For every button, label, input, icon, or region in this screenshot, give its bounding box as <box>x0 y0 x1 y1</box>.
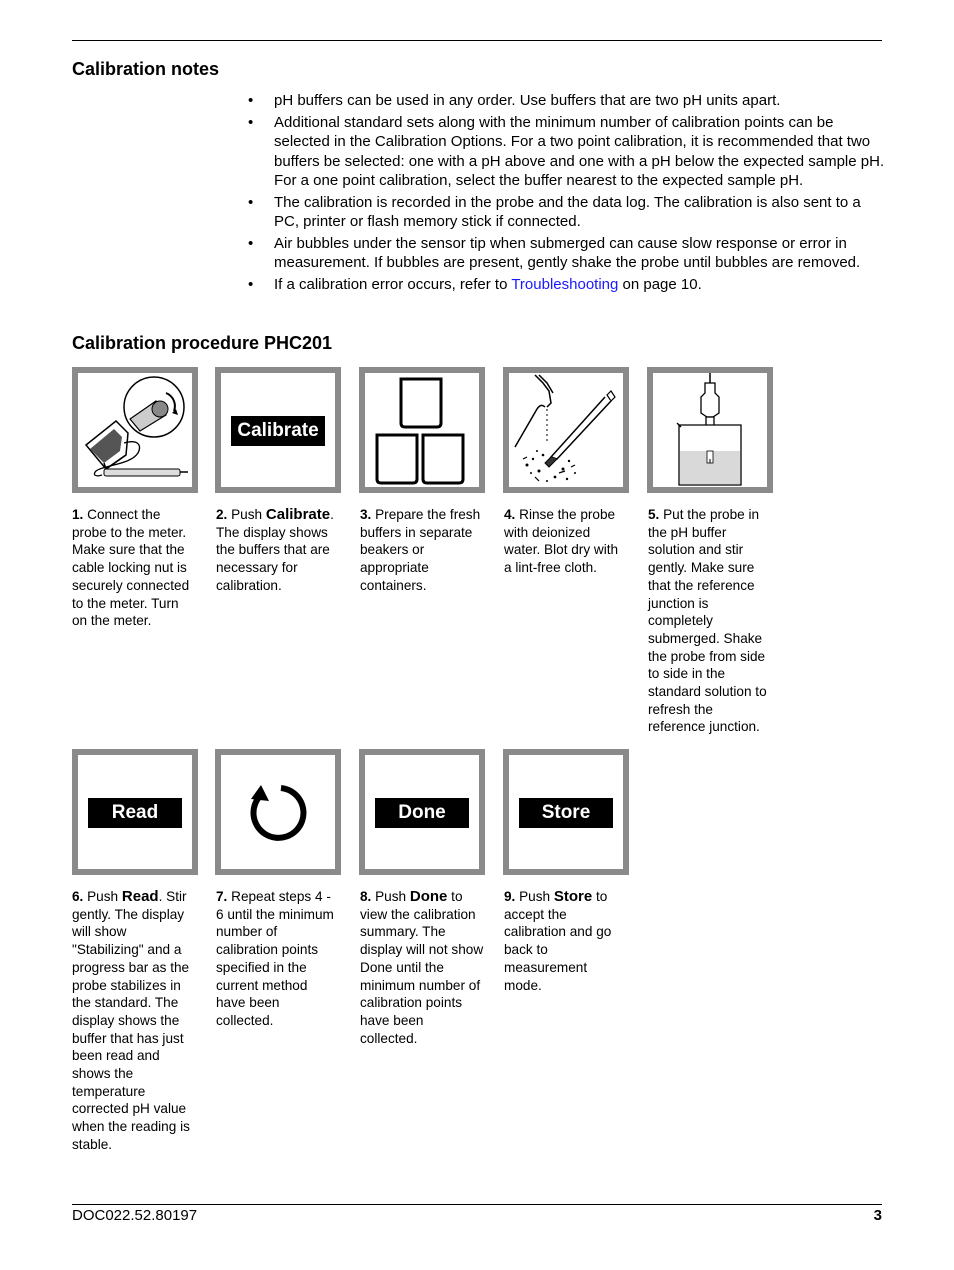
read-key: Read <box>88 798 182 828</box>
beakers-illustration <box>359 367 485 493</box>
step-5: 5. Put the probe in the pH buffer solution and stir gently. Make sure that the reference junction is completely submerged. Shake the probe from side to side in the standard solution to refresh the reference junction. <box>648 507 767 735</box>
calibrate-key: Calibrate <box>231 416 325 446</box>
repeat-illustration <box>215 749 341 875</box>
page-number: 3 <box>873 1207 882 1224</box>
calibrate-key-tile <box>215 367 341 493</box>
list-item: • Air bubbles under the sensor tip when submerged can cause slow response or error in measurement. If bubbles are present, gently shake the probe until bubbles are removed. <box>248 234 861 271</box>
store-key-tile <box>503 749 629 875</box>
done-key: Done <box>375 798 469 828</box>
step-2: 2. Push Calibrate. The display shows the buffers that are necessary for calibration. <box>216 506 334 593</box>
done-key-tile <box>359 749 485 875</box>
doc-number: DOC022.52.80197 <box>72 1207 198 1224</box>
step-6: 6. Push Read. Stir gently. The display will show "Stabilizing" and a progress bar as the probe stabilizes in the standard. The display shows the buffer that has just been read and shows the temperature corrected pH value when the reading is stable. <box>72 888 190 1152</box>
probe-in-buffer-illustration <box>647 367 773 493</box>
list-item: • The calibration is recorded in the probe and the data log. The calibration is also sent to a PC, printer or flash memory stick if connected. <box>248 193 861 230</box>
step-7: 7. Repeat steps 4 - 6 until the minimum number of calibration points specified in the current method have been collected. <box>216 889 334 1028</box>
meter-probe-icon <box>78 373 192 487</box>
step-8: 8. Push Done to view the calibration summary. The display will not show Done until the minimum number of calibration points have been collected. <box>360 888 484 1046</box>
footer-rule <box>72 1204 882 1205</box>
read-key-tile <box>72 749 198 875</box>
notes-list <box>248 91 888 296</box>
beaker-icon <box>365 373 479 487</box>
top-rule <box>72 40 882 41</box>
procedure-heading: Calibration procedure PHC201 <box>72 333 333 353</box>
repeat-arrow-icon <box>221 755 335 869</box>
step-9: 9. Push Store to accept the calibration and go back to measurement mode. <box>504 888 612 993</box>
probe-beaker-icon <box>653 373 767 487</box>
store-key: Store <box>519 798 613 828</box>
list-item: • Additional standard sets along with the minimum number of calibration points can be selected in the Calibration Options. For a two point calibration, it is recommended that two buffers be selected: one with a pH above and one with a pH below the expected sample pH. For a one point calibration, select the buffer nearest to the expected sample pH. <box>248 113 885 189</box>
list-item: • pH buffers can be used in any order. Use buffers that are two pH units apart. <box>248 92 781 109</box>
step-4: 4. Rinse the probe with deionized water. Blot dry with a lint-free cloth. <box>504 507 619 576</box>
wash-bottle-icon <box>509 373 623 487</box>
step-3: 3. Prepare the fresh buffers in separate beakers or appropriate containers. <box>360 507 481 593</box>
list-item: • If a calibration error occurs, refer to Troubleshooting on page 10. <box>248 275 702 293</box>
connect-probe-illustration <box>72 367 198 493</box>
rinse-probe-illustration <box>503 367 629 493</box>
notes-heading: Calibration notes <box>72 59 220 79</box>
troubleshooting-link[interactable]: Troubleshooting <box>511 275 619 293</box>
step-1: 1. Connect the probe to the meter. Make sure that the cable locking nut is securely connected to the meter. Turn on the meter. <box>72 507 190 629</box>
